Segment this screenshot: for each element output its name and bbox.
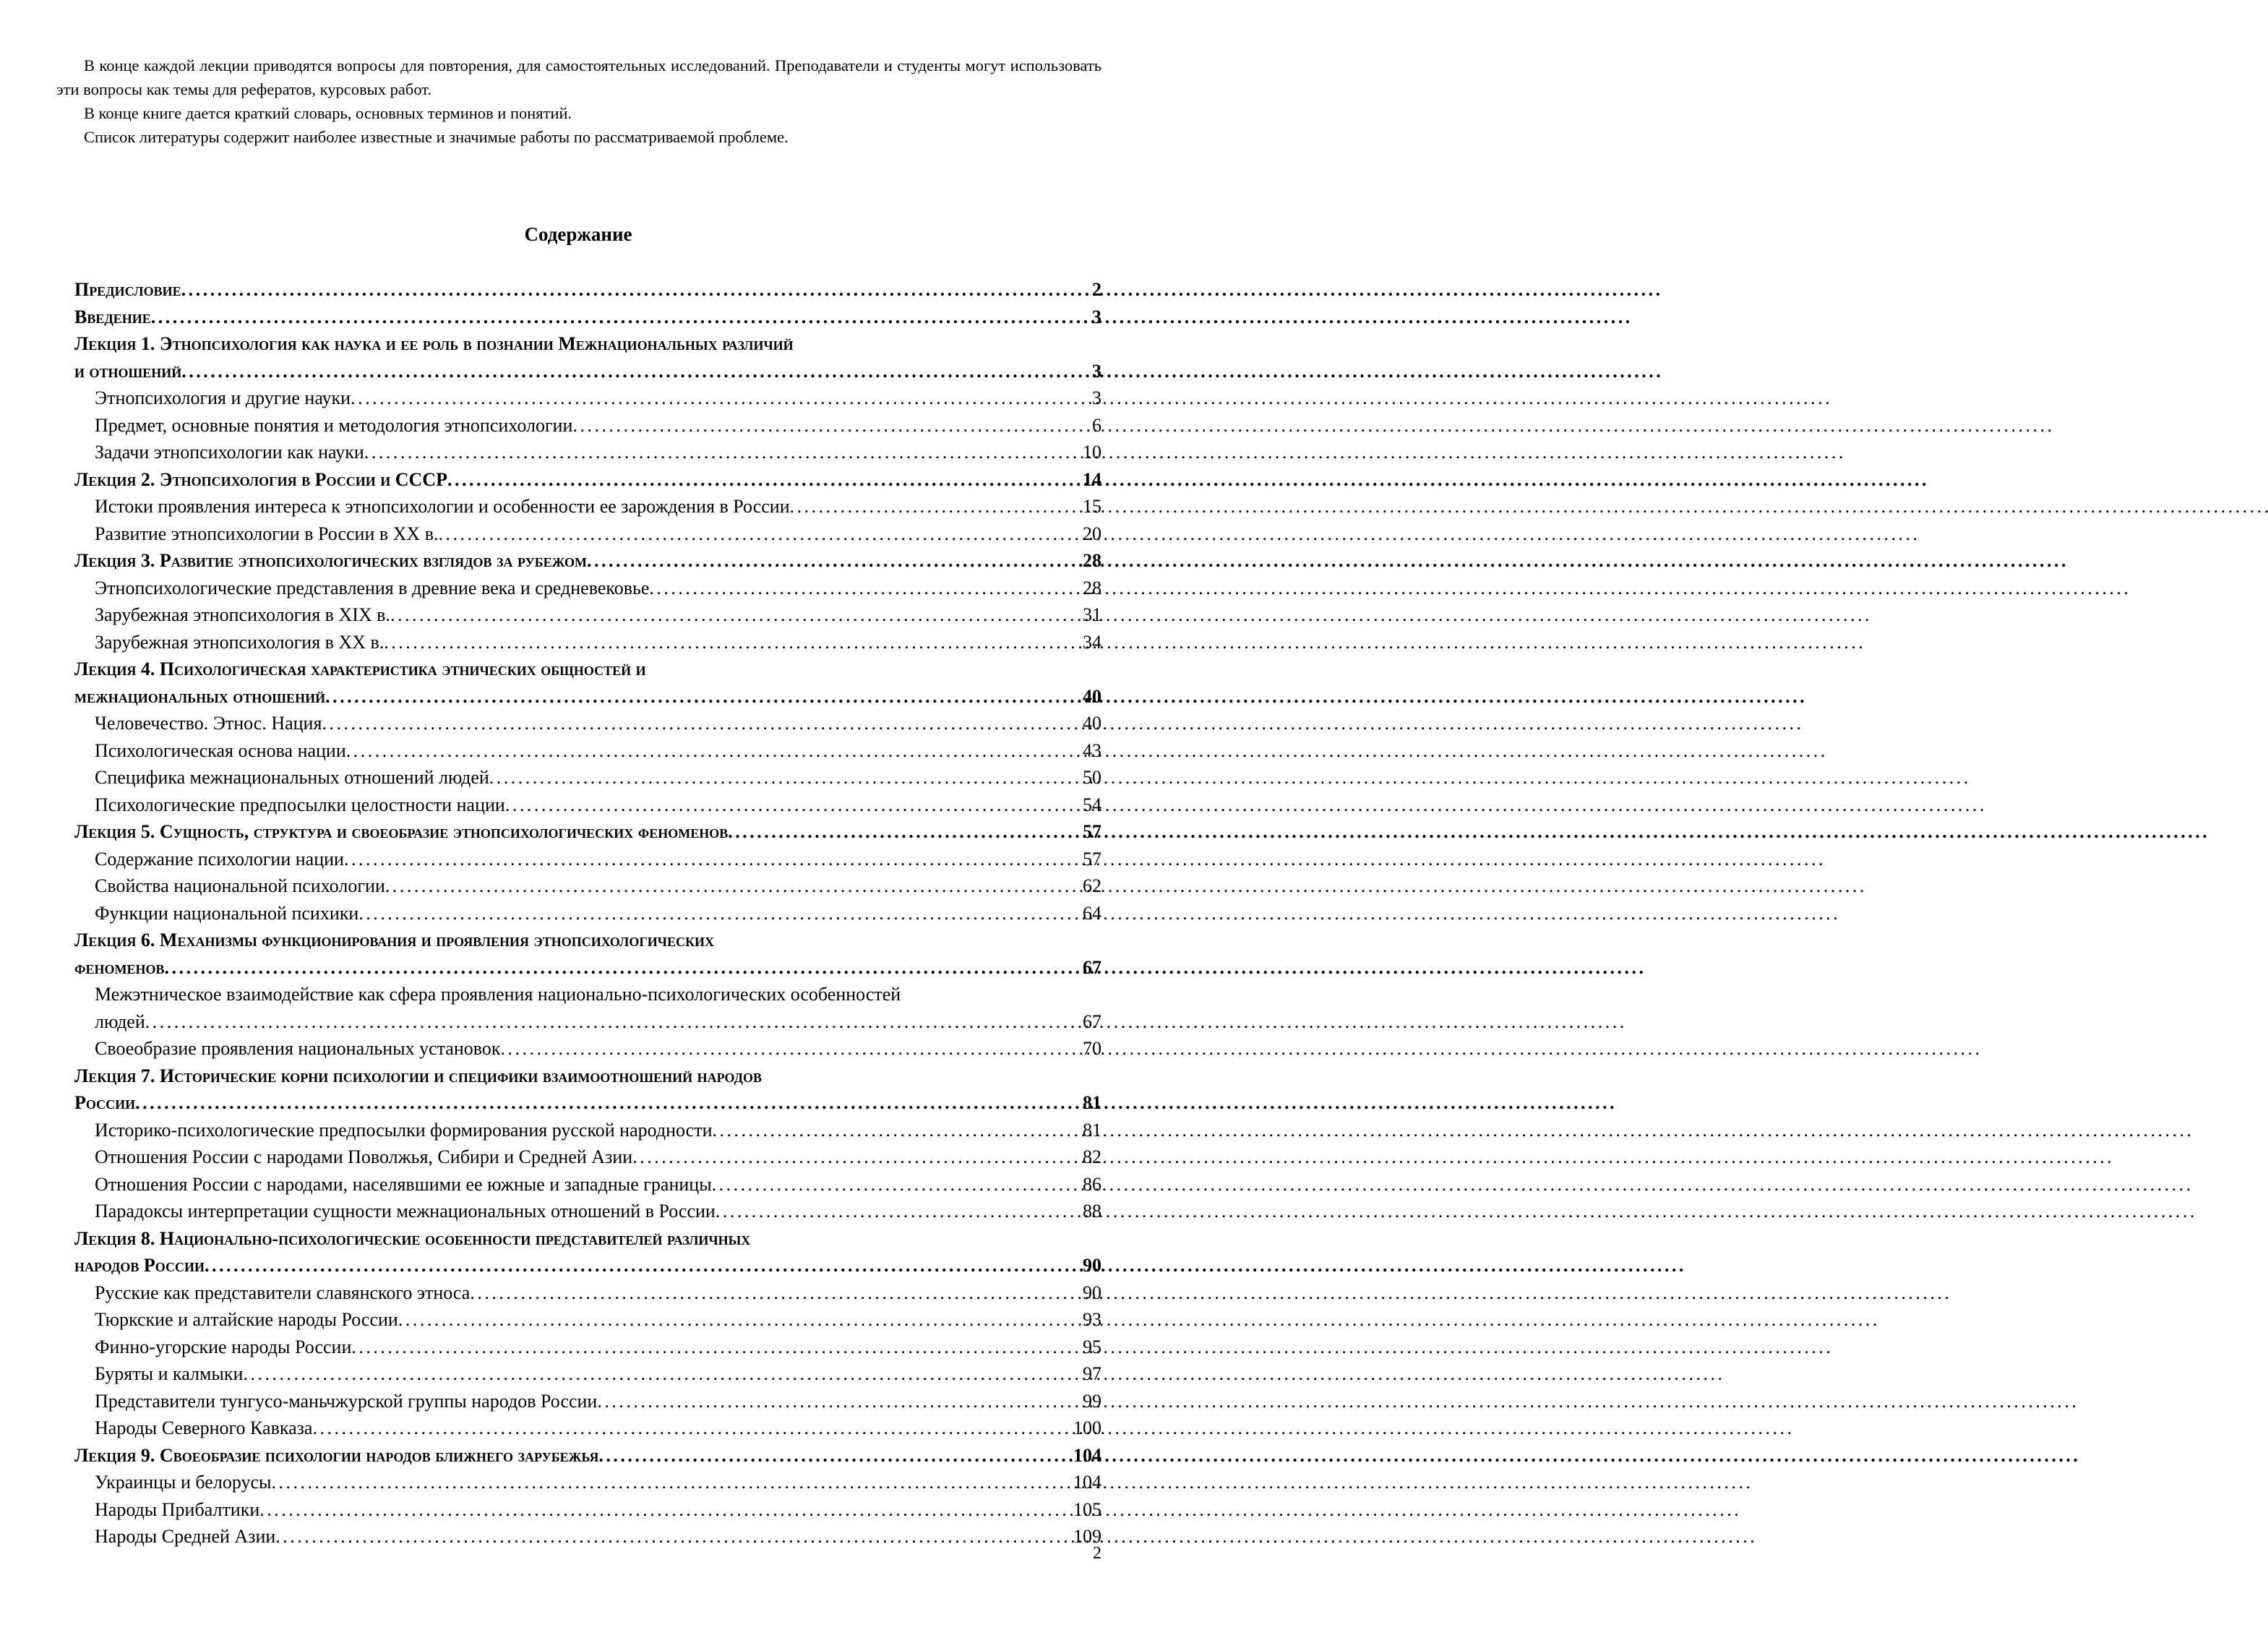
toc-entry-page: 2 bbox=[1092, 279, 1101, 300]
toc-leader-dots bbox=[597, 1388, 1081, 1415]
toc-entry-title: Истоки проявления интереса к этнопсихологии и особенности ее зарождения в России bbox=[95, 496, 790, 517]
toc-leader-dots bbox=[272, 1469, 1073, 1496]
toc-entry-page: 57 bbox=[1083, 848, 1101, 870]
toc-entry-section[interactable] bbox=[74, 1143, 1101, 1171]
toc-entry-title: Народы Средней Азии bbox=[95, 1526, 276, 1547]
intro-paragraph-2: В конце книге дается краткий словарь, основных терминов и понятий. bbox=[84, 104, 572, 122]
toc-entry-title: Этнопсихология и другие науки bbox=[95, 387, 351, 408]
toc-entry-line bbox=[95, 1388, 1101, 1415]
toc-entry-lecture[interactable] bbox=[74, 656, 1101, 710]
toc-leader-dots bbox=[790, 493, 1081, 520]
toc-leader-dots bbox=[344, 846, 1081, 873]
toc-entry-line bbox=[95, 872, 1101, 900]
toc-entry-title: и отношений bbox=[74, 360, 182, 382]
toc-entry-section[interactable] bbox=[74, 1306, 1101, 1334]
toc-entry-page: 31 bbox=[1083, 604, 1101, 625]
toc-entry-page: 62 bbox=[1083, 875, 1101, 896]
toc-entry-line bbox=[95, 1523, 1101, 1550]
toc-entry-line bbox=[95, 1415, 1101, 1442]
toc-entry-line bbox=[95, 846, 1101, 873]
toc-entry-title-line: Межэтническое взаимодействие как сфера проявления национально-психологических особенностей bbox=[95, 984, 901, 1005]
toc-entry-page: 57 bbox=[1083, 821, 1101, 842]
toc-entry-section[interactable] bbox=[74, 629, 1101, 656]
toc-entry-title: Лекция 2. Этнопсихология в России и СССР bbox=[74, 468, 447, 490]
toc-entry-page: 3 bbox=[1092, 360, 1101, 382]
toc-entry-title: Отношения России с народами, населявшими ее южные и западные границы bbox=[95, 1173, 712, 1195]
toc-entry-title: Предисловие bbox=[74, 279, 181, 300]
toc-entry-section[interactable] bbox=[74, 1171, 1101, 1198]
toc-entry-title: Зарубежная этнопсихология в XX в. bbox=[95, 631, 385, 653]
toc-entry-title: Финно-угорские народы России bbox=[95, 1336, 352, 1357]
toc-leader-dots bbox=[587, 547, 1081, 575]
toc-entry-line bbox=[95, 575, 1101, 602]
toc-entry-lecture[interactable] bbox=[74, 304, 1101, 331]
toc-entry-line bbox=[95, 1035, 1101, 1063]
toc-entry-line bbox=[95, 1008, 1101, 1036]
toc-entry-page: 20 bbox=[1083, 523, 1101, 544]
toc-entry-title: Психологические предпосылки целостности нации bbox=[95, 794, 505, 815]
toc-entry-page: 93 bbox=[1083, 1309, 1101, 1330]
toc-entry-title: Народы Северного Кавказа bbox=[95, 1417, 313, 1438]
toc-entry-page: 90 bbox=[1083, 1255, 1101, 1276]
toc-entry-title: Тюркские и алтайские народы России bbox=[95, 1309, 398, 1330]
toc-entry-title: народов России bbox=[74, 1255, 205, 1276]
toc-entry-line bbox=[95, 601, 1101, 629]
toc-leader-dots bbox=[325, 683, 1081, 711]
toc-entry-line bbox=[74, 954, 1101, 982]
toc-entry-page: 100 bbox=[1073, 1417, 1101, 1438]
toc-entry-line bbox=[74, 818, 1101, 846]
toc-entry-title: Представители тунгусо-маньчжурской группы народов России bbox=[95, 1390, 598, 1412]
toc-leader-dots bbox=[243, 1360, 1081, 1388]
toc-entry-section[interactable] bbox=[74, 1334, 1101, 1361]
toc-entry-section[interactable] bbox=[74, 1198, 1101, 1225]
toc-leader-dots bbox=[598, 1442, 1072, 1469]
toc-entry-page: 40 bbox=[1083, 713, 1101, 734]
toc-entry-line bbox=[95, 1171, 1101, 1198]
toc-entry-page: 15 bbox=[1083, 496, 1101, 517]
toc-entry-title: Зарубежная этнопсихология в XIX в. bbox=[95, 604, 390, 625]
toc-entry-page: 3 bbox=[1092, 306, 1101, 327]
toc-entry-section[interactable] bbox=[74, 737, 1101, 765]
toc-entry-line bbox=[95, 1496, 1101, 1524]
toc-entry-section[interactable] bbox=[74, 846, 1101, 873]
toc-entry-line bbox=[95, 493, 1101, 520]
toc-entry-title: Функции национальной психики bbox=[95, 902, 359, 924]
toc-entry-line bbox=[95, 764, 1101, 791]
toc-entry-line bbox=[95, 1143, 1101, 1171]
toc-entry-line bbox=[74, 683, 1101, 711]
toc-entry-page: 10 bbox=[1083, 442, 1101, 463]
toc-entry-title: Буряты и калмыки bbox=[95, 1363, 244, 1384]
toc-leader-dots bbox=[275, 1523, 1072, 1550]
toc-entry-title-line: Лекция 8. Национально-психологические особенности представителей различных bbox=[74, 1227, 751, 1249]
toc-entry-line bbox=[74, 358, 1101, 385]
toc-entry-line bbox=[95, 1198, 1101, 1225]
toc-entry-title: Задачи этнопсихологии как науки bbox=[95, 442, 364, 463]
intro-paragraph-1: В конце каждой лекции приводятся вопросы для повторения, для самостоятельных исследований. Преподаватели и студенты могут использовать эти вопросы как темы для рефератов, курсовых работ. bbox=[56, 56, 1101, 98]
toc-entry-page: 104 bbox=[1073, 1444, 1101, 1466]
toc-entry-page: 105 bbox=[1073, 1498, 1101, 1520]
toc-entry-line bbox=[95, 1306, 1101, 1334]
toc-leader-dots bbox=[358, 900, 1081, 927]
toc-entry-page: 82 bbox=[1083, 1146, 1101, 1167]
toc-entry-title: Предмет, основные понятия и методология этнопсихологии bbox=[95, 414, 573, 436]
toc-entry-lecture[interactable] bbox=[74, 818, 1101, 846]
toc-leader-dots bbox=[135, 1089, 1081, 1117]
toc-entry-page: 67 bbox=[1083, 956, 1101, 978]
toc-leader-dots bbox=[351, 385, 1091, 412]
toc-entry-section[interactable] bbox=[74, 520, 1101, 548]
toc-entry-page: 50 bbox=[1083, 767, 1101, 788]
toc-leader-dots bbox=[632, 1143, 1081, 1171]
toc-entry-page: 95 bbox=[1083, 1336, 1101, 1357]
toc-entry-page: 109 bbox=[1073, 1526, 1101, 1547]
toc-entry-page: 90 bbox=[1083, 1282, 1101, 1303]
toc-entry-section[interactable] bbox=[74, 1496, 1101, 1524]
toc-entry-section[interactable] bbox=[74, 1415, 1101, 1442]
toc-entry-line bbox=[95, 737, 1101, 765]
toc-entry-title: Лекция 9. Своеобразие психологии народов ближнего зарубежья bbox=[74, 1444, 599, 1466]
toc-entry-line bbox=[95, 629, 1101, 656]
toc-entry-title: Свойства национальной психологии bbox=[95, 875, 385, 896]
toc-entry-line bbox=[95, 1469, 1101, 1496]
toc-entry-page: 97 bbox=[1083, 1363, 1101, 1384]
toc-entry-page: 99 bbox=[1083, 1390, 1101, 1412]
toc-entry-title: России bbox=[74, 1092, 136, 1113]
toc-entry-section[interactable] bbox=[74, 1279, 1101, 1307]
toc-entry-lecture[interactable] bbox=[74, 276, 1101, 304]
toc-entry-section[interactable] bbox=[74, 1469, 1101, 1496]
toc-entry-page: 70 bbox=[1083, 1038, 1101, 1059]
toc-entry-line bbox=[95, 1360, 1101, 1388]
toc-entry-section[interactable] bbox=[74, 1035, 1101, 1063]
toc-leader-dots bbox=[181, 276, 1091, 304]
toc-leader-dots bbox=[384, 629, 1081, 656]
toc-entry-lecture[interactable] bbox=[74, 466, 1101, 494]
toc-entry-line bbox=[95, 791, 1101, 819]
toc-leader-dots bbox=[438, 520, 1081, 548]
toc-entry-section[interactable] bbox=[74, 791, 1101, 819]
toc-entry-title: Содержание психологии нации bbox=[95, 848, 344, 870]
toc-entry-page: 14 bbox=[1083, 468, 1101, 490]
toc-leader-dots bbox=[145, 1008, 1081, 1036]
toc-entry-page: 81 bbox=[1083, 1092, 1101, 1113]
toc-entry-page: 104 bbox=[1073, 1472, 1101, 1493]
toc-entry-title-line: Лекция 7. Исторические корни психологии и специфики взаимоотношений народов bbox=[74, 1065, 763, 1086]
toc-leader-dots bbox=[351, 1334, 1081, 1361]
toc-entry-title: Отношения России с народами Поволжья, Сибири и Средней Азии bbox=[95, 1146, 633, 1167]
toc-entry-line bbox=[95, 412, 1101, 439]
toc-entry-section[interactable] bbox=[74, 764, 1101, 791]
toc-entry-title: феноменов bbox=[74, 956, 165, 978]
toc-entry-line bbox=[95, 710, 1101, 737]
toc-entry-section[interactable] bbox=[74, 1360, 1101, 1388]
toc-entry-line bbox=[74, 466, 1101, 494]
toc-entry-title: Своеобразие проявления национальных установок bbox=[95, 1038, 501, 1059]
toc-leader-dots bbox=[322, 710, 1081, 737]
toc-entry-line bbox=[95, 439, 1101, 466]
toc-entry-line bbox=[95, 520, 1101, 548]
toc-entry-line bbox=[74, 547, 1101, 575]
toc-entry-line bbox=[95, 385, 1101, 412]
toc-leader-dots bbox=[205, 1252, 1081, 1279]
toc-entry-section[interactable] bbox=[74, 900, 1101, 927]
toc-entry-page: 81 bbox=[1083, 1119, 1101, 1141]
toc-entry-title: Парадоксы интерпретации сущности межнациональных отношений в России bbox=[95, 1201, 716, 1222]
toc-entry-section[interactable] bbox=[74, 872, 1101, 900]
toc-leader-dots bbox=[390, 601, 1081, 629]
toc-entry-section[interactable] bbox=[74, 710, 1101, 737]
toc-entry-page: 34 bbox=[1083, 631, 1101, 653]
intro-section bbox=[56, 53, 1101, 149]
toc-entry-title: Человечество. Этнос. Нация bbox=[95, 713, 322, 734]
toc-entry-section[interactable] bbox=[74, 385, 1101, 412]
toc-entry-lecture[interactable] bbox=[74, 330, 1101, 385]
toc-entry-line bbox=[95, 1279, 1101, 1307]
toc-title: Содержание bbox=[524, 223, 632, 245]
toc-entry-section[interactable] bbox=[74, 1388, 1101, 1415]
toc-leader-dots bbox=[164, 954, 1081, 982]
toc-entry-title: Украинцы и белорусы bbox=[95, 1472, 272, 1493]
toc-entry-page: 28 bbox=[1083, 550, 1101, 571]
toc-entry-line bbox=[74, 1252, 1101, 1279]
toc-leader-dots bbox=[501, 1035, 1082, 1063]
toc-entry-title: Лекция 5. Сущность, структура и своеобразие этнопсихологических феноменов bbox=[74, 821, 729, 842]
toc-leader-dots bbox=[716, 1198, 1081, 1225]
intro-paragraph-3: Список литературы содержит наиболее известные и значимые работы по рассматриваемой проблеме. bbox=[84, 128, 789, 146]
toc-leader-dots bbox=[151, 304, 1091, 331]
toc-entry-line bbox=[95, 1117, 1101, 1144]
toc-entry-title: Лекция 3. Развитие этнопсихологических взглядов за рубежом bbox=[74, 550, 587, 571]
toc-entry-title: межнациональных отношений bbox=[74, 685, 326, 707]
toc-entry-lecture[interactable] bbox=[74, 547, 1101, 575]
toc-entry-line bbox=[74, 1442, 1101, 1469]
toc-leader-dots bbox=[470, 1279, 1081, 1307]
toc-leader-dots bbox=[346, 737, 1081, 765]
toc-leader-dots bbox=[181, 358, 1091, 385]
toc-entry-line bbox=[74, 1089, 1101, 1117]
toc-entry-section[interactable] bbox=[74, 439, 1101, 466]
toc-leader-dots bbox=[385, 872, 1081, 900]
toc-entry-title: Русские как представители славянского этноса bbox=[95, 1282, 471, 1303]
toc-entry-title: Развитие этнопсихологии в России в XX в. bbox=[95, 523, 439, 544]
toc-entry-line bbox=[74, 304, 1101, 331]
toc-leader-dots bbox=[489, 764, 1081, 791]
toc-entry-page: 40 bbox=[1083, 685, 1101, 707]
toc-entry-title-line: Лекция 1. Этнопсихология как наука и ее роль в познании Межнациональных различий bbox=[74, 333, 794, 354]
toc-leader-dots bbox=[447, 466, 1081, 494]
toc-leader-dots bbox=[712, 1171, 1081, 1198]
toc-entry-page: 64 bbox=[1083, 902, 1101, 924]
toc-leader-dots bbox=[312, 1415, 1072, 1442]
toc-entry-page: 6 bbox=[1092, 414, 1101, 436]
toc-entry-title: Специфика межнациональных отношений людей bbox=[95, 767, 489, 788]
toc-leader-dots bbox=[259, 1496, 1072, 1524]
toc-entry-section[interactable] bbox=[74, 575, 1101, 602]
toc-entry-section[interactable] bbox=[74, 412, 1101, 439]
toc-entry-page: 3 bbox=[1092, 387, 1101, 408]
toc-entry-page: 28 bbox=[1083, 577, 1101, 598]
toc-entry-line bbox=[95, 1334, 1101, 1361]
toc-leader-dots bbox=[649, 575, 1081, 602]
toc-leader-dots bbox=[505, 791, 1081, 819]
toc-entry-section[interactable] bbox=[74, 1117, 1101, 1144]
toc-entry-title: Историко-психологические предпосылки формирования русской народности bbox=[95, 1119, 713, 1141]
toc-leader-dots bbox=[728, 818, 1081, 846]
toc-entry-title-line: Лекция 4. Психологическая характеристика этнических общностей и bbox=[74, 658, 646, 679]
toc-leader-dots bbox=[398, 1306, 1081, 1334]
toc-entry-page: 43 bbox=[1083, 739, 1101, 761]
page-number: 2 bbox=[1093, 1544, 1101, 1563]
toc-entry-lecture[interactable] bbox=[74, 1063, 1101, 1117]
toc-entry-line bbox=[95, 900, 1101, 927]
toc-leader-dots bbox=[364, 439, 1081, 466]
toc-entry-title: Введение bbox=[74, 306, 151, 327]
toc-entry-title-line: Лекция 6. Механизмы функционирования и проявления этнопсихологических bbox=[74, 930, 715, 950]
toc-entry-lecture[interactable] bbox=[74, 1225, 1101, 1279]
table-of-contents bbox=[74, 276, 1101, 1550]
toc-entry-page: 86 bbox=[1083, 1173, 1101, 1195]
toc-leader-dots bbox=[572, 412, 1091, 439]
toc-entry-line bbox=[74, 276, 1101, 304]
toc-entry-page: 67 bbox=[1083, 1010, 1101, 1032]
toc-entry-title: людей bbox=[95, 1010, 145, 1032]
toc-entry-title: Психологическая основа нации bbox=[95, 739, 346, 761]
toc-leader-dots bbox=[712, 1117, 1081, 1144]
toc-entry-lecture[interactable] bbox=[74, 927, 1101, 981]
toc-entry-section[interactable] bbox=[74, 493, 1101, 520]
toc-entry-section[interactable] bbox=[74, 1523, 1101, 1550]
toc-entry-section[interactable] bbox=[74, 601, 1101, 629]
toc-entry-section[interactable] bbox=[74, 981, 1101, 1035]
toc-entry-lecture[interactable] bbox=[74, 1442, 1101, 1469]
toc-entry-title: Этнопсихологические представления в древние века и средневековье bbox=[95, 577, 650, 598]
toc-entry-title: Народы Прибалтики bbox=[95, 1498, 260, 1520]
toc-entry-page: 54 bbox=[1083, 794, 1101, 815]
toc-entry-page: 88 bbox=[1083, 1201, 1101, 1222]
